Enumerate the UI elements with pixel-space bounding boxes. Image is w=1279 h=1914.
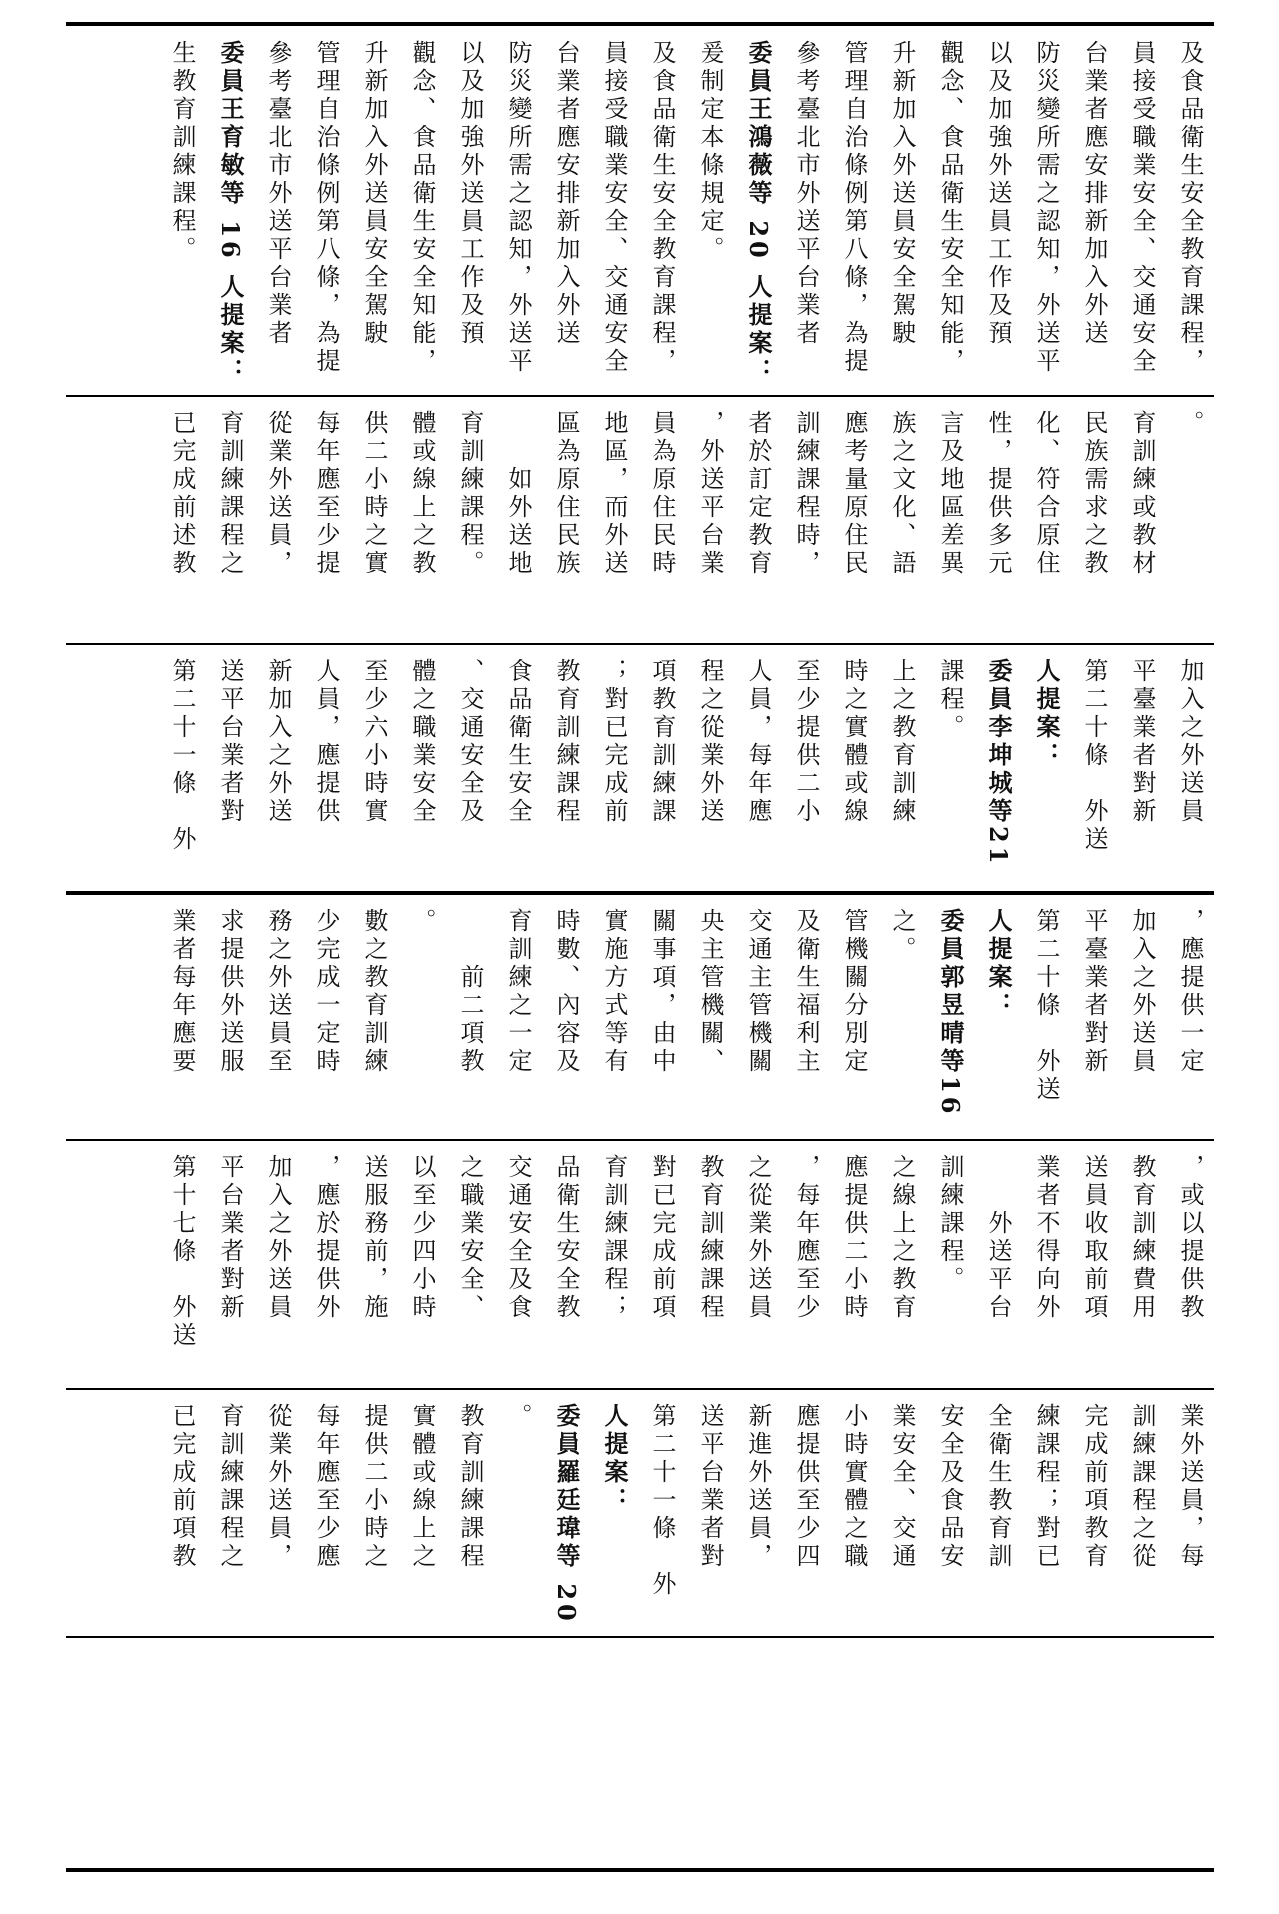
section-proposal-b [66, 896, 1214, 1138]
text-column: ；對已完成前 [600, 658, 628, 826]
text-column: ，或以提供教 [1176, 1154, 1204, 1322]
text-column: 第二十條 外送 [1032, 908, 1060, 1104]
text-column: ，外送平台業 [696, 410, 724, 578]
text-column: 第二十一條 外 [648, 1403, 676, 1599]
text-column: 求提供外送服 [216, 908, 244, 1076]
text-column: 教育訓練費用 [1128, 1154, 1156, 1322]
text-column: 族之文化、語 [888, 410, 916, 578]
text-column: 以及加強外送員工作及預 [984, 40, 1012, 348]
text-column: 交通主管機關 [744, 908, 772, 1076]
text-column: 送平台業者對 [216, 658, 244, 826]
text-column: 品衛生安全教 [552, 1154, 580, 1322]
text-column: 平臺業者對新 [1080, 908, 1108, 1076]
text-column: 升新加入外送員安全駕駛 [360, 40, 388, 348]
proposer-heading: 委員羅廷瑋等 20 [552, 1403, 581, 1625]
text-column: 交通安全及食 [504, 1154, 532, 1322]
text-column: 及衛生福利主 [792, 908, 820, 1076]
section-proposal-c [66, 1142, 1214, 1387]
text-column: 生教育訓練課程。 [168, 40, 196, 264]
text-column: 對已完成前項 [648, 1154, 676, 1322]
text-column: 平臺業者對新 [1128, 658, 1156, 826]
text-column: 訓練課程。 [936, 1154, 964, 1294]
text-column: 第二十一條 外 [168, 658, 196, 854]
text-column: 訓練課程時， [792, 410, 820, 578]
text-column: 前二項教 [456, 908, 484, 1076]
text-column: 育訓練課程； [600, 1154, 628, 1322]
text-column: 實體或線上之 [408, 1403, 436, 1571]
row-divider-4 [66, 1139, 1214, 1141]
section-proposal-a [66, 646, 1214, 890]
section-reason-top [66, 28, 1214, 394]
text-column: 業外送員，每 [1176, 1403, 1204, 1571]
proposer-heading: 委員王鴻薇等 20 人提案： [744, 40, 773, 387]
proposer-heading: 人提案： [1032, 658, 1061, 770]
text-column: 觀念、食品衛生安全知能， [936, 40, 964, 376]
text-column: 至少提供二小 [792, 658, 820, 826]
proposer-heading: 委員李坤城等21 [984, 658, 1013, 868]
text-column: 每年應至少提 [312, 410, 340, 578]
text-column: 程之從業外送 [696, 658, 724, 826]
text-column: 央主管機關、 [696, 908, 724, 1076]
proposer-heading: 委員王育敏等 16 人提案： [216, 40, 245, 387]
text-column: 關事項，由中 [648, 908, 676, 1076]
text-column: 平台業者對新 [216, 1154, 244, 1322]
text-column: 加入之外送員 [264, 1154, 292, 1322]
text-column: 員為原住民時 [648, 410, 676, 578]
text-column: 務之外送員至 [264, 908, 292, 1076]
text-column: 至少六小時實 [360, 658, 388, 826]
text-column: 全衛生教育訓 [984, 1403, 1012, 1571]
row-divider-5 [66, 1388, 1214, 1390]
row-divider-1 [66, 395, 1214, 397]
text-column: 項教育訓練課 [648, 658, 676, 826]
text-column: 管理自治條例第八條，為提 [840, 40, 868, 376]
text-column: 課程。 [936, 658, 964, 742]
proposer-heading: 人提案： [984, 908, 1013, 1020]
section-reason-bottom [66, 398, 1214, 642]
text-column: 如外送地 [504, 410, 532, 578]
table-bottom-rule [66, 1636, 1214, 1638]
text-column: 體或線上之教 [408, 410, 436, 578]
text-column: 送員收取前項 [1080, 1154, 1108, 1322]
text-column: 新加入之外送 [264, 658, 292, 826]
text-column: 教育訓練課程 [456, 1403, 484, 1571]
text-column: 台業者應安排新加入外送 [552, 40, 580, 348]
text-column: 應提供至少四 [792, 1403, 820, 1571]
text-column: 訓練課程之從 [1128, 1403, 1156, 1571]
text-column: 言及地區差異 [936, 410, 964, 578]
text-column: 育訓練課程之 [216, 1403, 244, 1571]
text-column: 育訓練課程。 [456, 410, 484, 578]
text-column: 之從業外送員 [744, 1154, 772, 1322]
text-column: 業安全、交通 [888, 1403, 916, 1571]
text-column: 以及加強外送員工作及預 [456, 40, 484, 348]
text-column: 及食品衛生安全教育課程， [1176, 40, 1204, 376]
text-column: 化、符合原住 [1032, 410, 1060, 578]
text-column: 新進外送員， [744, 1403, 772, 1571]
text-column: 參考臺北市外送平台業者 [792, 40, 820, 348]
text-column: 台業者應安排新加入外送 [1080, 40, 1108, 348]
text-column: 之線上之教育 [888, 1154, 916, 1322]
text-column: 安全及食品安 [936, 1403, 964, 1571]
text-column: 防災變所需之認知，外送平 [1032, 40, 1060, 376]
text-column: ，應於提供外 [312, 1154, 340, 1322]
text-column: 完成前項教育 [1080, 1403, 1108, 1571]
text-column: 區為原住民族 [552, 410, 580, 578]
text-column: 業者不得向外 [1032, 1154, 1060, 1322]
row-divider-2 [66, 643, 1214, 645]
text-column: 已完成前述教 [168, 410, 196, 578]
text-column: 已完成前項教 [168, 1403, 196, 1571]
text-column: 、交通安全及 [456, 658, 484, 826]
text-column: 教育訓練課程 [552, 658, 580, 826]
text-column: 升新加入外送員安全駕駛 [888, 40, 916, 348]
section-proposal-d [66, 1391, 1214, 1635]
text-column: 。 [1176, 410, 1204, 438]
text-column: 以至少四小時 [408, 1154, 436, 1322]
text-column: 育訓練或教材 [1128, 410, 1156, 578]
text-column: 員接受職業安全、交通安全 [1128, 40, 1156, 376]
text-column: 食品衛生安全 [504, 658, 532, 826]
proposer-heading: 人提案： [600, 1403, 629, 1515]
text-column: ，每年應至少 [792, 1154, 820, 1322]
text-column: 外送平台 [984, 1154, 1012, 1322]
text-column: 練課程；對已 [1032, 1403, 1060, 1571]
text-column: 送服務前，施 [360, 1154, 388, 1322]
text-column: 第十七條 外送 [168, 1154, 196, 1350]
text-column: 員接受職業安全、交通安全 [600, 40, 628, 376]
text-column: 地區，而外送 [600, 410, 628, 578]
text-column: 每年應至少應 [312, 1403, 340, 1571]
text-column: 觀念、食品衛生安全知能， [408, 40, 436, 376]
text-column: 業者每年應要 [168, 908, 196, 1076]
text-column: 體之職業安全 [408, 658, 436, 826]
text-column: 數之教育訓練 [360, 908, 388, 1076]
table-top-rule [66, 22, 1214, 26]
comparison-table [66, 22, 1214, 1639]
text-column: 少完成一定時 [312, 908, 340, 1076]
text-column: 上之教育訓練 [888, 658, 916, 826]
text-column: 時數、內容及 [552, 908, 580, 1076]
text-column: 第二十條 外送 [1080, 658, 1108, 854]
text-column: 民族需求之教 [1080, 410, 1108, 578]
text-column: 加入之外送員 [1128, 908, 1156, 1076]
text-column: 管理自治條例第八條，為提 [312, 40, 340, 376]
text-column: 提供二小時之 [360, 1403, 388, 1571]
text-column: 從業外送員， [264, 1403, 292, 1571]
text-column: 人員，每年應 [744, 658, 772, 826]
text-column: 育訓練課程之 [216, 410, 244, 578]
text-column: 爰制定本條規定。 [696, 40, 724, 264]
text-column: 時之實體或線 [840, 658, 868, 826]
proposer-heading: 委員郭昱晴等16 [936, 908, 965, 1118]
text-column: 及食品衛生安全教育課程， [648, 40, 676, 376]
page-bottom-rule [66, 1868, 1214, 1872]
text-column: 教育訓練課程 [696, 1154, 724, 1322]
text-column: 應提供二小時 [840, 1154, 868, 1322]
text-column: 從業外送員， [264, 410, 292, 578]
text-column: 加入之外送員 [1176, 658, 1204, 826]
row-divider-3 [66, 891, 1214, 895]
text-column: 。 [504, 1403, 532, 1431]
text-column: 育訓練之一定 [504, 908, 532, 1076]
text-column: ，應提供一定 [1176, 908, 1204, 1076]
text-column: 防災變所需之認知，外送平 [504, 40, 532, 376]
text-column: 管機關分別定 [840, 908, 868, 1076]
text-column: 小時實體之職 [840, 1403, 868, 1571]
text-column: 實施方式等有 [600, 908, 628, 1076]
text-column: 者於訂定教育 [744, 410, 772, 578]
text-column: 應考量原住民 [840, 410, 868, 578]
text-column: 之職業安全、 [456, 1154, 484, 1322]
text-column: 性，提供多元 [984, 410, 1012, 578]
text-column: 人員，應提供 [312, 658, 340, 826]
text-column: 之。 [888, 908, 916, 964]
text-column: 參考臺北市外送平台業者 [264, 40, 292, 348]
text-column: 。 [408, 908, 436, 936]
text-column: 送平台業者對 [696, 1403, 724, 1571]
text-column: 供二小時之實 [360, 410, 388, 578]
